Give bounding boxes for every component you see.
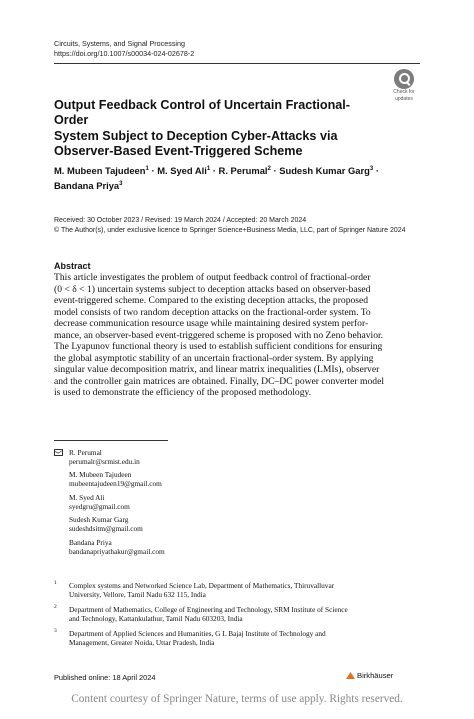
affiliation-number: 2 bbox=[54, 604, 57, 611]
published-date: Published online: 18 April 2024 bbox=[54, 673, 156, 682]
affiliation-number: 1 bbox=[54, 580, 57, 586]
contact-entry bbox=[54, 515, 420, 533]
publisher-mark bbox=[346, 671, 393, 680]
author-line-1: M. Mubeen Tajudeen$^1$ · M. Syed Ali$^1$ · R. Perumal$^2$ · Sudesh Kumar Garg$^3$ · bbox=[54, 165, 379, 177]
check-for-updates-icon bbox=[394, 69, 414, 89]
author-name: M. Syed Ali bbox=[157, 165, 207, 177]
abstract-line: mance, an observer-based event-triggered scheme is proposed with no Zeno behavior. bbox=[54, 329, 384, 341]
contact-name: M. Syed Ali bbox=[69, 492, 105, 502]
abstract-line: is used to demonstrate the efficiency of the proposed methodology. bbox=[54, 387, 312, 399]
author-affil-ref: 2 bbox=[267, 166, 271, 172]
contact-entry bbox=[54, 538, 420, 556]
author-name: R. Perumal bbox=[218, 165, 268, 177]
author-affil-ref: 1 bbox=[145, 166, 149, 172]
contact-name: R. Perumal bbox=[69, 448, 102, 457]
affiliation-entry bbox=[54, 581, 420, 599]
contact-email[interactable]: sudeshdsitm@gmail.com bbox=[69, 524, 143, 534]
contact-name: Bandana Priya bbox=[69, 537, 112, 547]
author-name: Bandana Priya bbox=[54, 179, 120, 191]
contact-email[interactable]: syedgru@gmail.com bbox=[69, 501, 130, 511]
contact-entry bbox=[54, 493, 420, 511]
contact-email[interactable]: bandanapriyathakur@gmail.com bbox=[69, 546, 165, 556]
affiliation-line: Complex systems and Networked Science Lab, Department of Mathematics, Thiruvalluvar bbox=[69, 581, 335, 590]
abstract-line: model consists of two random deception attacks on the fractional-order system. To bbox=[54, 306, 371, 318]
contact-name: Sudesh Kumar Garg bbox=[69, 515, 129, 525]
abstract-line: (0 < δ < 1) uncertain systems subject to deception attacks based on observer-based bbox=[54, 283, 371, 295]
journal-name: Circuits, Systems, and Signal Processing bbox=[54, 39, 186, 48]
footnote-rule bbox=[54, 440, 168, 441]
title-line-1: Output Feedback Control of Uncertain Fractional-Order bbox=[54, 98, 350, 128]
affiliation-line: Management, Greater Noida, Uttar Pradesh, India bbox=[69, 638, 215, 648]
author-affil-ref: 3 bbox=[369, 166, 374, 172]
abstract-heading: Abstract bbox=[54, 261, 91, 271]
abstract-line: decrease communication resource usage while maintaining desired system perfor- bbox=[54, 318, 369, 330]
affiliation-number: 3 bbox=[54, 628, 57, 635]
abstract-line: the global asymptotic stability of an uncertain fractional-order system. By applying bbox=[54, 352, 374, 364]
doi-link[interactable]: https://doi.org/10.1007/s00034-024-02678-2 bbox=[54, 48, 195, 58]
envelope-icon bbox=[54, 449, 63, 456]
author-list bbox=[54, 163, 420, 192]
title-line-2: System Subject to Deception Cyber-Attacks via bbox=[54, 128, 338, 143]
contact-email[interactable]: perumalr@srmist.edu.in bbox=[69, 457, 140, 467]
affiliation-entry bbox=[54, 605, 420, 623]
article-history bbox=[54, 216, 434, 235]
abstract-line: singular value decomposition matrix, and linear matrix inequalities (LMIs), observer bbox=[54, 364, 380, 376]
abstract-line: This article investigates the problem of output feedback control of fractional-order bbox=[54, 272, 371, 283]
header-rule bbox=[54, 63, 420, 64]
publisher-logo-icon bbox=[346, 672, 355, 679]
journal-header bbox=[54, 39, 194, 58]
affiliation-line: and Technology, Kattankulathur, Tamil Nadu 603203, India bbox=[69, 614, 243, 624]
title-line-3: Observer-Based Event-Triggered Scheme bbox=[54, 143, 303, 158]
contact-name: M. Mubeen Tajudeen bbox=[69, 470, 132, 480]
affiliation-line: Department of Applied Sciences and Humanities, G L Bajaj Institute of Technology and bbox=[69, 629, 326, 639]
affiliation-line: Department of Mathematics, College of Engineering and Technology, SRM Institute of Science bbox=[69, 605, 348, 615]
author-name: M. Mubeen Tajudeen bbox=[54, 165, 146, 177]
abstract-line: event-triggered scheme. Compared to the existing deception attacks, the proposed bbox=[54, 295, 369, 307]
affiliation-entry bbox=[54, 629, 420, 647]
author-line-2 bbox=[54, 178, 420, 193]
dates-line: Received: 30 October 2023 / Revised: 19 March 2024 / Accepted: 20 March 2024 bbox=[54, 217, 307, 224]
contact-list bbox=[54, 448, 420, 560]
abstract-line: The Lyapunov functional theory is used to establish sufficient conditions for ensuring bbox=[54, 341, 383, 353]
contact-entry bbox=[54, 448, 420, 466]
publisher-name: Birkhäuser bbox=[357, 671, 394, 680]
badge-label-1: Check for bbox=[393, 89, 415, 95]
affiliation-list bbox=[54, 581, 420, 654]
author-affil-ref: 3 bbox=[119, 180, 123, 187]
author-name: Sudesh Kumar Garg bbox=[279, 165, 370, 177]
author-affil-ref: 1 bbox=[206, 166, 211, 172]
abstract-body bbox=[54, 272, 420, 399]
paper-title bbox=[54, 98, 384, 159]
affiliation-line: University, Vellore, Tamil Nadu 632 115, India bbox=[69, 590, 206, 600]
copyright-line: © The Author(s), under exclusive licence to Springer Science+Business Media, LLC, part of Springer Nature 2024 bbox=[54, 226, 406, 234]
courtesy-watermark: Content courtesy of Springer Nature, terms of use apply. Rights reserved. bbox=[71, 693, 403, 705]
contact-entry bbox=[54, 470, 420, 488]
abstract-line: and the controller gain matrices are obtained. Finally, DC–DC power converter model bbox=[54, 375, 384, 387]
contact-email[interactable]: mubeentajudeen19@gmail.com bbox=[69, 479, 162, 489]
check-for-updates-badge[interactable] bbox=[389, 69, 419, 101]
badge-label-2: updates bbox=[395, 95, 413, 102]
